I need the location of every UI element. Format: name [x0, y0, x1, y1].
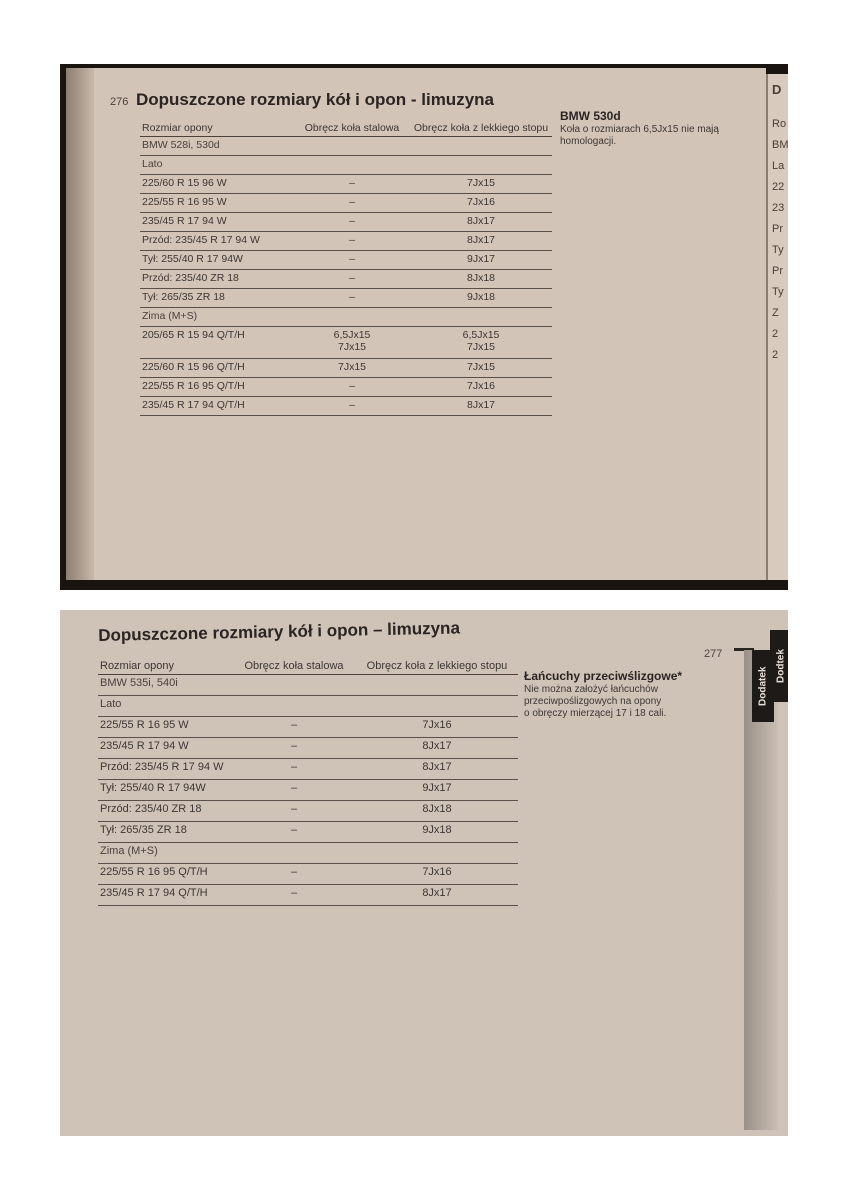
table-row [98, 738, 518, 759]
bottom-photo [60, 610, 788, 1136]
steel-rim-cell: – [232, 780, 356, 801]
rim-size: 7Jx15 [466, 341, 496, 353]
table-row [140, 175, 552, 194]
steel-rim-cell: – [294, 397, 410, 416]
page-number: 276 [110, 96, 129, 108]
table-row [140, 359, 552, 378]
tire-size-table [140, 120, 552, 416]
peek-text: La [772, 160, 785, 172]
section-label: Zima (M+S) [98, 843, 518, 864]
peek-text: BM [772, 139, 788, 151]
header-alloy-rim: Obręcz koła z lekkiego stopu [356, 658, 518, 675]
top-photo [60, 64, 788, 590]
page-gutter [66, 68, 94, 580]
table-row [140, 194, 552, 213]
table-row [140, 213, 552, 232]
alloy-rim-cell: 8Jx17 [356, 885, 518, 906]
tire-size-cell: Przód: 235/40 ZR 18 [140, 270, 294, 289]
alloy-rim-cell: 9Jx18 [356, 822, 518, 843]
tab-dodtek[interactable]: Dodtek [770, 630, 788, 702]
peek-text: Ty [772, 244, 784, 256]
rim-size: 6,5Jx15 [333, 329, 371, 341]
page-276 [66, 68, 766, 580]
steel-rim-cell: – [294, 232, 410, 251]
steel-rim-cell: – [294, 378, 410, 397]
alloy-rim-cell: 7Jx16 [410, 194, 552, 213]
tire-size-cell: 235/45 R 17 94 W [98, 738, 232, 759]
peek-text: Pr [772, 265, 783, 277]
page-number: 277 [704, 648, 723, 660]
tire-size-cell: 235/45 R 17 94 W [140, 213, 294, 232]
tire-size-cell: Przód: 235/45 R 17 94 W [140, 232, 294, 251]
steel-rim-cell: – [232, 822, 356, 843]
header-steel-rim: Obręcz koła stalowa [294, 120, 410, 137]
peek-text: 22 [772, 181, 785, 193]
note-text: przeciwpoślizgowych na opony [524, 696, 662, 707]
header-tire-size: Rozmiar opony [140, 120, 294, 137]
page-277 [60, 610, 788, 1136]
peek-text: Ro [772, 118, 787, 130]
peek-text: Pr [772, 223, 783, 235]
alloy-rim-cell: 8Jx18 [410, 270, 552, 289]
tire-size-cell: 225/55 R 16 95 W [98, 717, 232, 738]
table-row [140, 289, 552, 308]
alloy-rim-cell: 9Jx17 [356, 780, 518, 801]
table-section-row [98, 843, 518, 864]
alloy-rim-cell: 8Jx17 [356, 759, 518, 780]
note-text: Koła o rozmiarach 6,5Jx15 nie mają [560, 124, 719, 135]
table-section-row [140, 308, 552, 327]
alloy-rim-cell: 9Jx18 [410, 289, 552, 308]
note-text: homologacji. [560, 136, 617, 147]
page-title: Dopuszczone rozmiary kół i opon – limuzyna [98, 618, 461, 645]
alloy-rim-cell [410, 327, 552, 359]
thumb-index-edge [744, 650, 778, 1130]
steel-rim-cell: – [232, 738, 356, 759]
alloy-rim-cell: 7Jx15 [410, 359, 552, 378]
tire-size-cell: Tył: 265/35 ZR 18 [98, 822, 232, 843]
steel-rim-cell: – [232, 864, 356, 885]
table-row [140, 327, 552, 359]
peek-text: Ty [772, 286, 784, 298]
header-tire-size: Rozmiar opony [98, 658, 232, 675]
table-row [98, 780, 518, 801]
section-label: BMW 535i, 540i [98, 675, 518, 696]
table-row [98, 717, 518, 738]
peek-text: 23 [772, 202, 785, 214]
tire-size-cell: Tył: 265/35 ZR 18 [140, 289, 294, 308]
tire-size-cell: Tył: 255/40 R 17 94W [140, 251, 294, 270]
note-title: Łańcuchy przeciwślizgowe* [524, 669, 683, 683]
table-row [98, 822, 518, 843]
tire-size-cell: Tył: 255/40 R 17 94W [98, 780, 232, 801]
steel-rim-cell: – [232, 717, 356, 738]
tire-size-cell: 205/65 R 15 94 Q/T/H [140, 327, 294, 359]
table-row [140, 232, 552, 251]
table-section-row [98, 696, 518, 717]
table-row [140, 251, 552, 270]
steel-rim-cell [294, 327, 410, 359]
header-steel-rim: Obręcz koła stalowa [232, 658, 356, 675]
steel-rim-cell: – [294, 194, 410, 213]
note-text: o obręczy mierzącej 17 i 18 cali. [524, 708, 667, 719]
table-row [140, 378, 552, 397]
alloy-rim-cell: 7Jx16 [356, 717, 518, 738]
steel-rim-cell: – [294, 270, 410, 289]
alloy-rim-cell: 7Jx16 [356, 864, 518, 885]
steel-rim-cell: – [294, 289, 410, 308]
table-row [98, 801, 518, 822]
alloy-rim-cell: 8Jx17 [410, 213, 552, 232]
note-text: Nie można założyć łańcuchów [524, 684, 658, 695]
note-title: BMW 530d [560, 109, 621, 123]
note-snow-chains [524, 670, 704, 720]
table-row [140, 397, 552, 416]
alloy-rim-cell: 7Jx16 [410, 378, 552, 397]
section-label: Lato [140, 156, 552, 175]
table-section-row [98, 675, 518, 696]
steel-rim-cell: – [294, 175, 410, 194]
steel-rim-cell: 7Jx15 [294, 359, 410, 378]
tire-size-cell: 225/60 R 15 96 Q/T/H [140, 359, 294, 378]
alloy-rim-cell: 7Jx15 [410, 175, 552, 194]
tire-size-cell: 225/55 R 16 95 Q/T/H [140, 378, 294, 397]
peek-text: D [772, 82, 782, 97]
next-page-edge [766, 74, 788, 580]
peek-text: Z [772, 307, 779, 319]
peek-text: 2 [772, 349, 779, 361]
steel-rim-cell: – [232, 885, 356, 906]
steel-rim-cell: – [232, 801, 356, 822]
header-alloy-rim: Obręcz koła z lekkiego stopu [410, 120, 552, 137]
table-row [98, 885, 518, 906]
alloy-rim-cell: 8Jx18 [356, 801, 518, 822]
steel-rim-cell: – [294, 251, 410, 270]
rim-size: 6,5Jx15 [462, 329, 500, 341]
table-row [98, 759, 518, 780]
section-label: Lato [98, 696, 518, 717]
tire-size-table [98, 658, 518, 906]
steel-rim-cell: – [294, 213, 410, 232]
tire-size-cell: Przód: 235/40 ZR 18 [98, 801, 232, 822]
table-row [98, 864, 518, 885]
alloy-rim-cell: 8Jx17 [356, 738, 518, 759]
section-label: BMW 528i, 530d [140, 137, 552, 156]
peek-text: 2 [772, 328, 779, 340]
note-bmw-530d [560, 110, 750, 148]
tire-size-cell: 225/55 R 16 95 Q/T/H [98, 864, 232, 885]
tire-size-cell: 235/45 R 17 94 Q/T/H [140, 397, 294, 416]
steel-rim-cell: – [232, 759, 356, 780]
table-row [140, 270, 552, 289]
alloy-rim-cell: 8Jx17 [410, 397, 552, 416]
table-section-row [140, 137, 552, 156]
tire-size-cell: 235/45 R 17 94 Q/T/H [98, 885, 232, 906]
tire-size-cell: Przód: 235/45 R 17 94 W [98, 759, 232, 780]
tire-size-cell: 225/60 R 15 96 W [140, 175, 294, 194]
section-label: Zima (M+S) [140, 308, 552, 327]
table-section-row [140, 156, 552, 175]
rim-size: 7Jx15 [337, 341, 367, 353]
alloy-rim-cell: 9Jx17 [410, 251, 552, 270]
tire-size-cell: 225/55 R 16 95 W [140, 194, 294, 213]
alloy-rim-cell: 8Jx17 [410, 232, 552, 251]
tab-dodatek[interactable]: Dodatek [752, 650, 774, 722]
page-title: Dopuszczone rozmiary kół i opon - limuzyna [136, 90, 494, 109]
